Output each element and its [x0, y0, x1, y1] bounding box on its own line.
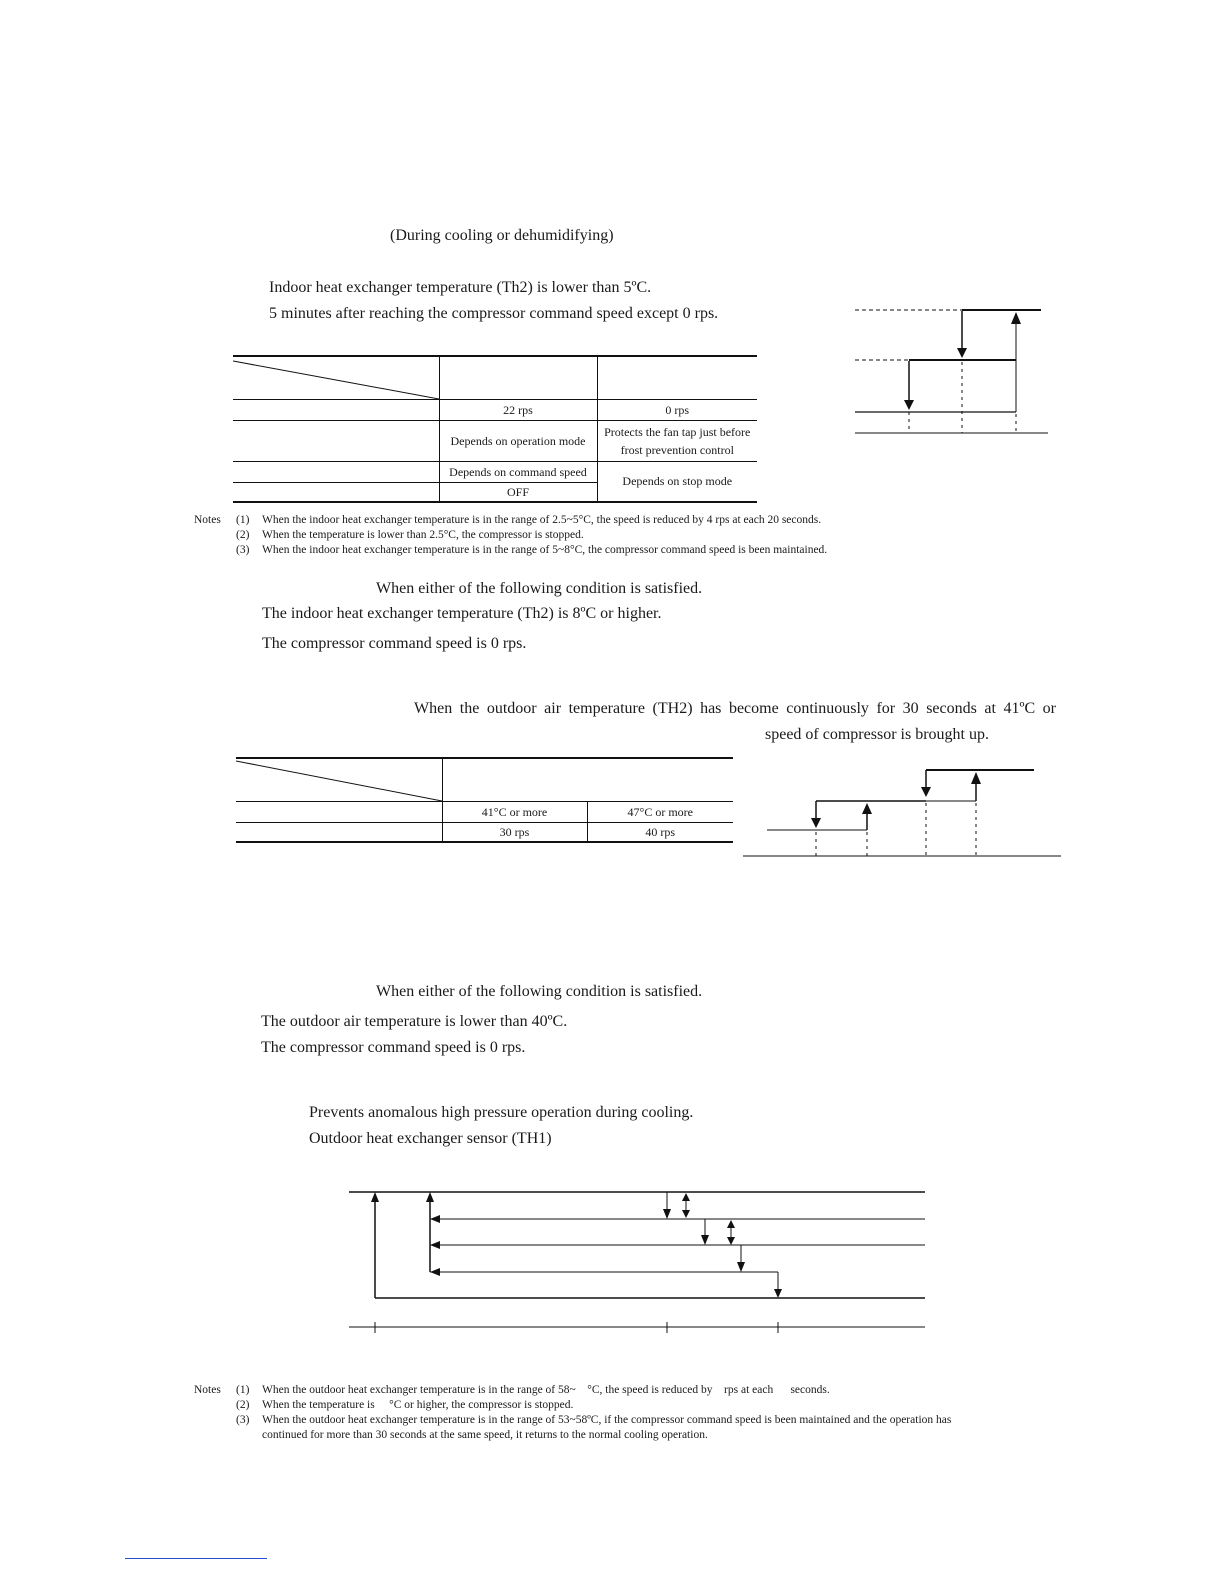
note-number: (1) — [236, 514, 250, 526]
reset-intro-1: When either of the following condition is satisfied. — [376, 580, 703, 597]
diagonal-header-cell — [233, 356, 439, 399]
reset-condition-3: The outdoor air temperature is lower than 40ºC. — [261, 1013, 568, 1030]
outdoor-temp-condition: When the outdoor air temperature (TH2) has become continuously for 30 seconds at 41ºC or — [414, 700, 1056, 717]
note-number: (3) — [236, 544, 250, 556]
table-cell: 22 rps — [439, 399, 597, 420]
table-cell: 0 rps — [597, 399, 757, 420]
high-pressure-sensor: Outdoor heat exchanger sensor (TH1) — [309, 1130, 552, 1147]
table-cell — [597, 420, 757, 461]
note-text: When the outdoor heat exchanger temperature is in the range of 58~ °C, the speed is reduced by rps at each seconds. — [262, 1384, 830, 1396]
reset-condition-2: The compressor command speed is 0 rps. — [262, 635, 527, 652]
header-cell — [442, 758, 733, 801]
frost-prevention-table — [233, 355, 757, 503]
start-condition-1: Indoor heat exchanger temperature (Th2) is lower than 5ºC. — [269, 279, 652, 296]
reset-condition-1: The indoor heat exchanger temperature (Th2) is 8ºC or higher. — [262, 605, 662, 622]
row-label-cell — [236, 822, 442, 842]
table-cell: 47°C or more — [587, 801, 733, 822]
header-cell-2 — [597, 356, 757, 399]
start-condition-2: 5 minutes after reaching the compressor command speed except 0 rps. — [269, 305, 719, 322]
row-label-cell — [233, 420, 439, 461]
table-cell: OFF — [439, 482, 597, 502]
table-cell-line: Protects the fan tap just before — [604, 424, 751, 439]
reset-intro-2: When either of the following condition is satisfied. — [376, 983, 703, 1000]
header-cell-1 — [439, 356, 597, 399]
note-text: When the temperature is °C or higher, the compressor is stopped. — [262, 1399, 574, 1411]
table-cell: Depends on stop mode — [597, 461, 757, 502]
footer-rule — [125, 1558, 267, 1559]
reset-condition-4: The compressor command speed is 0 rps. — [261, 1039, 526, 1056]
notes-label: Notes — [194, 1384, 221, 1396]
note-number: (2) — [236, 529, 250, 541]
high-pressure-purpose: Prevents anomalous high pressure operation during cooling. — [309, 1104, 694, 1121]
table-cell: 41°C or more — [442, 801, 587, 822]
notes-label: Notes — [194, 514, 221, 526]
note-text: When the indoor heat exchanger temperature is in the range of 5~8°C, the compressor command speed is been maintained. — [262, 544, 828, 556]
outdoor-temp-table — [236, 757, 733, 843]
note-text: When the indoor heat exchanger temperature is in the range of 2.5~5°C, the speed is reduced by 4 rps at each 20 seconds. — [262, 514, 822, 526]
table-cell: Depends on operation mode — [439, 420, 597, 461]
row-label-cell — [233, 399, 439, 420]
cooling-subtitle: (During cooling or dehumidifying) — [390, 227, 614, 244]
note-text: When the temperature is lower than 2.5°C, the compressor is stopped. — [262, 529, 584, 541]
diagonal-header-cell — [236, 758, 442, 801]
table-cell: 40 rps — [587, 822, 733, 842]
note-number: (3) — [236, 1414, 250, 1426]
table-cell: 30 rps — [442, 822, 587, 842]
table-cell-line: frost prevention control — [620, 442, 734, 457]
note-text: When the outdoor heat exchanger temperature is in the range of 53~58ºC, if the compressor command speed is been maintained and the operation has — [262, 1414, 952, 1426]
note-number: (2) — [236, 1399, 250, 1411]
outdoor-temp-condition-cont: speed of compressor is brought up. — [765, 726, 989, 743]
row-label-cell — [233, 461, 439, 482]
row-label-cell — [236, 801, 442, 822]
table-cell: Depends on command speed — [439, 461, 597, 482]
note-text-continued: continued for more than 30 seconds at the same speed, it returns to the normal cooling operation. — [262, 1429, 708, 1441]
row-label-cell — [233, 482, 439, 502]
note-number: (1) — [236, 1384, 250, 1396]
